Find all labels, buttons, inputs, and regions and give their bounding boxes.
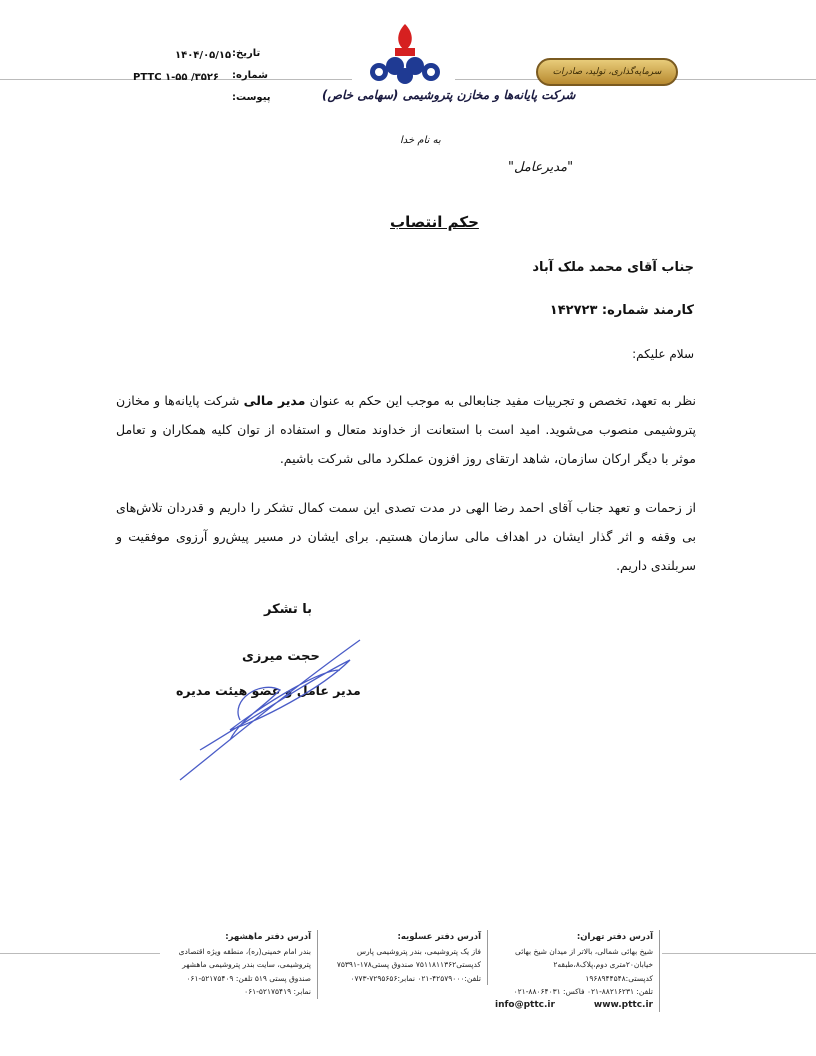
footer-line: شیخ بهائی شمالی، بالاتر از میدان شیخ بهائی xyxy=(514,946,653,956)
company-name: شرکت پایانه‌ها و مخازن پتروشیمی (سهامی خاص) xyxy=(322,88,576,102)
footer-line: بندر امام خمینی(ره)، منطقه ویژه اقتصادی xyxy=(178,946,311,956)
company-logo xyxy=(365,20,445,88)
number-value: PTTC ۱-۵۵ /۳۵۲۶ xyxy=(133,72,220,83)
position-name: مدیر مالی xyxy=(243,393,306,408)
footer-line: تلفن:۴۲۵۷۹۰۰۰-۰۲۱ نمابر:۷۲۹۵۶۵۶-۰۷۷۳ xyxy=(350,973,481,983)
signer-name: حجت میرزی xyxy=(242,649,320,664)
p1-text: نظر به تعهد، تخصص و تجربیات مفید جنابعالی به موجب این حکم به عنوان xyxy=(305,393,696,408)
paragraph-1 xyxy=(116,386,696,473)
attachment-label: پیوست: xyxy=(232,92,271,103)
footer-title: آدرس دفتر عسلویه: xyxy=(397,932,481,942)
bismillah: به نام خدا xyxy=(400,135,441,146)
email-link[interactable]: info@pttc.ir xyxy=(495,999,555,1010)
greeting: سلام علیکم: xyxy=(632,347,694,361)
footer-line: پتروشیمی، سایت بندر پتروشیمی ماهشهر xyxy=(182,960,311,969)
footer-title: آدرس دفتر ماهشهر: xyxy=(225,932,311,942)
slogan-text: سرمایه‌گذاری، تولید، صادرات xyxy=(552,67,662,77)
footer-asaluyeh xyxy=(323,930,488,985)
footer-line: صندوق پستی ۵۱۹ تلفن: ۵۲۱۷۵۴۰۹-۰۶۱ xyxy=(186,973,311,983)
date-label: تاریخ: xyxy=(232,48,261,59)
footer-line: نمابر: ۵۲۱۷۵۴۱۹-۰۶۱ xyxy=(244,987,311,996)
footer-line: فاز یک پتروشیمی، بندر پتروشیمی پارس xyxy=(356,946,481,956)
number-label: شماره: xyxy=(232,70,268,81)
footer-title: آدرس دفتر تهران: xyxy=(576,932,653,942)
signature xyxy=(170,630,370,790)
p1-text-cont: شرکت پایانه‌ها و مخازن پتروشیمی منصوب می‌شوید. امید است با استعانت از خداوند متعال و استفاده از توان کلیه همکاران و تعامل موثر با دیگر ارکان سازمان، شاهد ارتقای روز افزون عملکرد مالی شرکت باشیم. xyxy=(116,393,696,466)
employee-number: کارمند شماره: ۱۴۲۷۲۳ xyxy=(549,303,694,318)
closing: با تشکر xyxy=(264,602,313,617)
from-title: "مدیرعامل" xyxy=(508,160,574,175)
footer-tehran xyxy=(495,930,660,1012)
website-link[interactable]: www.pttc.ir xyxy=(593,999,653,1010)
paragraph-2: از زحمات و تعهد جناب آقای احمد رضا الهی در مدت تصدی این سمت کمال تشکر را داریم و قدردان تلاش‌های بی وقفه و اثر گذار ایشان در اهداف مالی سازمان هستیم. برای ایشان در مسیر پیش‌رو آرزوی موفقیت و سربلندی داریم. xyxy=(116,500,696,573)
signer-title: مدیر عامل و عضو هیئت مدیره xyxy=(176,683,361,698)
footer-line: خیابان۲۰متری دوم،پلاک۸،طبقه۲ کدپستی:۱۹۶۸۹۴۴۵۴۸ xyxy=(553,960,653,983)
footer-mahshahr xyxy=(158,930,318,999)
footer-line: تلفن: ۸۸۲۱۶۲۳۱-۰۲۱ فاکس: ۸۸۰۶۴۰۳۱-۰۲۱ xyxy=(513,987,653,996)
letter-title: حکم انتصاب xyxy=(390,213,479,231)
date-value: ۱۴۰۴/۰۵/۱۵ xyxy=(175,50,232,61)
recipient: جناب آقای محمد ملک آباد xyxy=(532,260,694,275)
footer-line: کدپستی۷۵۱۱۸۱۱۳۶۲ صندوق پستی۱۷۸-۷۵۳۹۱ xyxy=(336,960,481,969)
slogan-badge xyxy=(536,58,678,86)
